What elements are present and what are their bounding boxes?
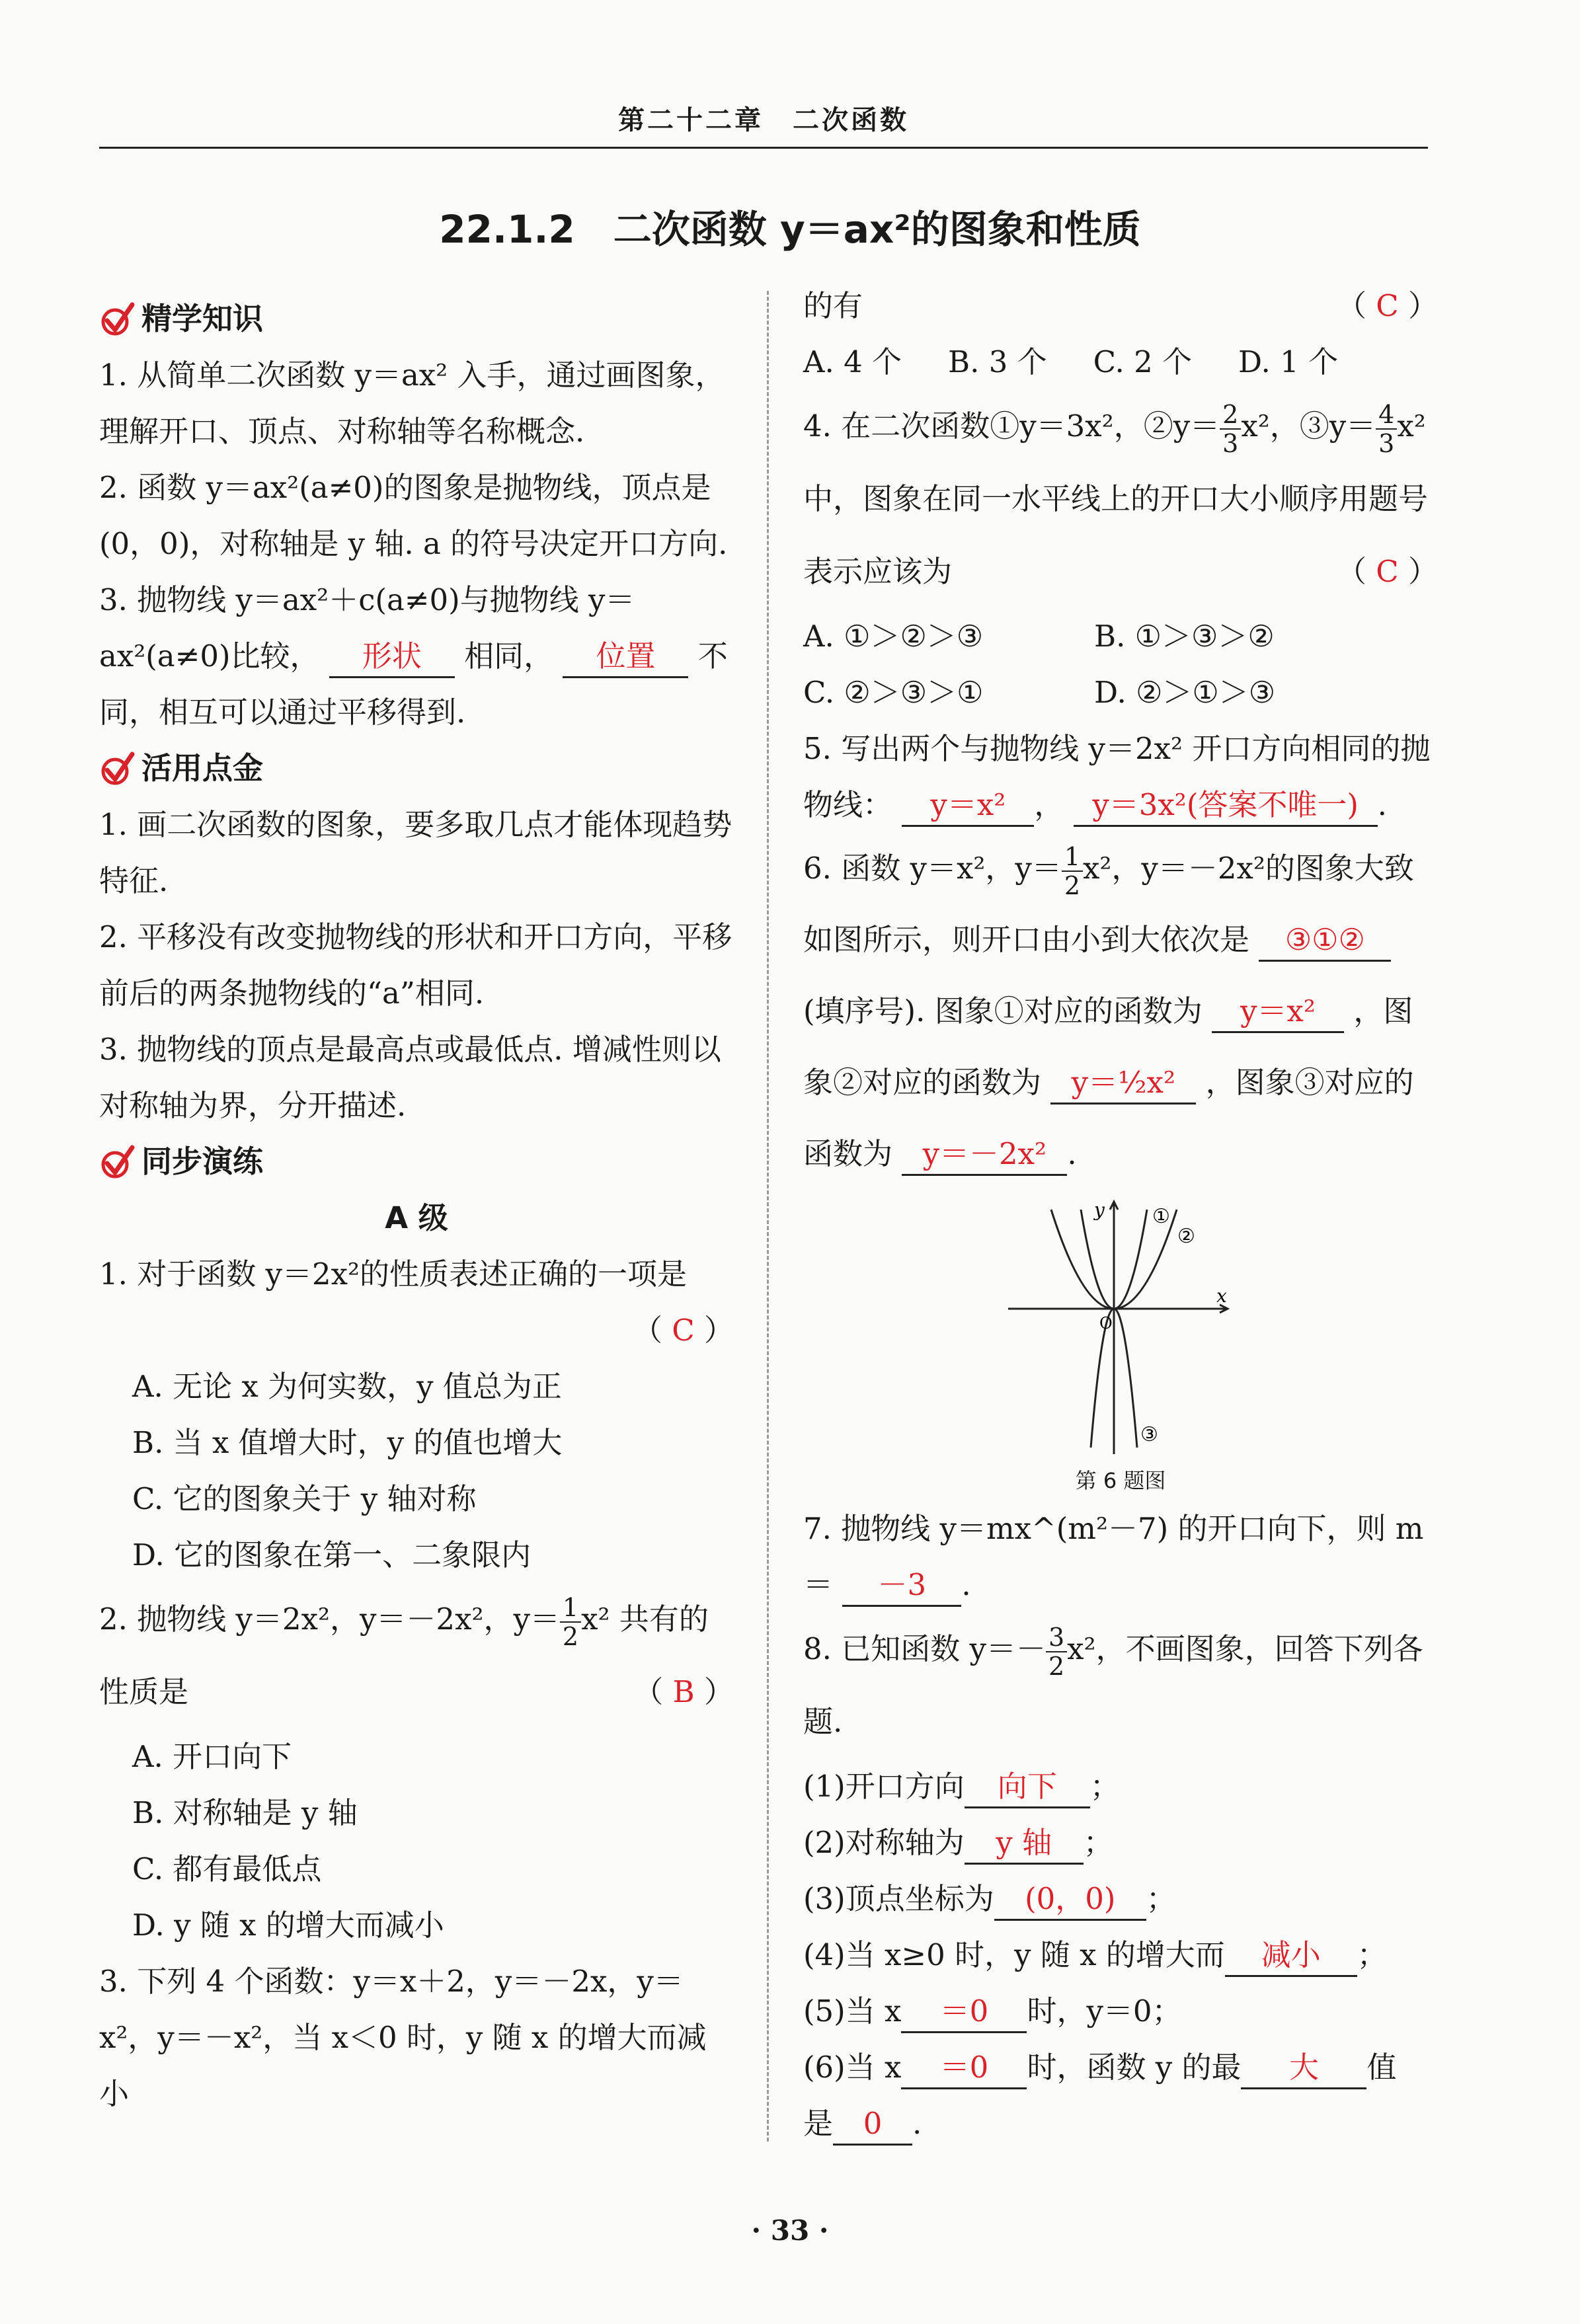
text: 不同，相互可以通过平移得到. [99, 639, 728, 730]
question-text: 1. 对于函数 y＝2x²的性质表述正确的一项是 [99, 1257, 688, 1292]
question-8-items [803, 1758, 1438, 2151]
option: C. 2 个 [1093, 344, 1193, 379]
text: 相同， [464, 639, 554, 674]
fraction [1220, 401, 1241, 457]
text: 2. 抛物线 y＝2x²，y＝－2x²，y＝ [99, 1602, 560, 1637]
option: C. ②＞③＞① [803, 675, 984, 710]
text: ； [1083, 1825, 1113, 1860]
numerator: 1 [560, 1594, 581, 1623]
fraction [1062, 843, 1083, 900]
question-6: 6. 函数 y＝x²，y＝ $\frac{1}{2}$ x²，y＝－2x²的图象大致如图所示，则开口由小到大依次是 ③①② (填序号). 图象①对应的函数为 y＝x² ，图象②对应的函数为 y＝½x² ，图象③对应的函数为 y＝－2x² . [803, 833, 1438, 1190]
answer-blank: y 轴 [965, 1823, 1084, 1865]
page-number: · 33 · [751, 2214, 829, 2247]
level-label: A 级 [385, 1200, 448, 1235]
question-7: 7. 抛物线 y＝mx^(m²－7) 的开口向下，则 m＝ －3 . [803, 1500, 1438, 1613]
option: B. ①＞③＞② [1094, 619, 1275, 654]
text: 7. 抛物线 y＝mx^(m²－7) 的开口向下，则 m＝ [803, 1511, 1424, 1602]
text: 是 [803, 2106, 834, 2141]
option: A. ①＞②＞③ [803, 619, 984, 654]
label-1: ① [1152, 1205, 1170, 1228]
text: (1)开口方向 [803, 1769, 965, 1804]
section-heading [99, 1134, 734, 1190]
answer-blank: y＝½x² [1050, 1063, 1196, 1104]
answer-blank: (0，0) [994, 1879, 1146, 1921]
question-1 [99, 1246, 734, 1583]
text: 时，y＝0； [1027, 1994, 1182, 2029]
answer: C [1376, 554, 1399, 589]
sub-question [803, 1983, 1438, 2039]
chapter-header: 第二十二章 二次函数 [618, 105, 909, 136]
section-title: 活用点金 [141, 750, 263, 786]
option: B. 3 个 [948, 344, 1047, 379]
text: ； [1357, 1937, 1387, 1972]
section-title: 精学知识 [141, 301, 263, 336]
fraction [1376, 401, 1397, 457]
numerator: 4 [1376, 401, 1397, 430]
knowledge-item [99, 572, 734, 740]
answer-blank: 大 [1241, 2048, 1366, 2089]
answer-blank: ③①② [1259, 920, 1391, 962]
text: x²，③y＝ [1241, 408, 1376, 444]
question-3: 3. 下列 4 个函数：y＝x＋2，y＝－2x，y＝x²，y＝－x²，当 x＜0 时，y 随 x 的增大而减小 [99, 1964, 707, 2111]
answer-blank: 0 [833, 2104, 912, 2146]
page-title: 22.1.2 二次函数 y＝ax²的图象和性质 [439, 207, 1141, 252]
text: x² 共有的性质是 [99, 1602, 709, 1709]
figure-caption: 第 6 题图 [1075, 1468, 1166, 1493]
check-icon [99, 1143, 136, 1181]
option: D. ②＞①＞③ [1094, 675, 1276, 710]
numerator: 2 [1220, 401, 1241, 430]
column-divider [767, 291, 769, 2142]
text: x²，不画图象，回答下列各题. [803, 1631, 1423, 1739]
answer-blank: 减小 [1225, 1935, 1357, 1977]
answer: C [1376, 288, 1399, 323]
text: 6. 函数 y＝x²，y＝ [803, 851, 1062, 886]
text: x²中，图象在同一水平线上的开口大小顺序用题号表示应该为 [803, 408, 1429, 589]
x-axis-label: x [1216, 1285, 1227, 1307]
tip-item: 2. 平移没有改变抛物线的形状和开口方向，平移前后的两条抛物线的“a”相同. [99, 919, 732, 1011]
options-row [803, 608, 1438, 664]
label-3: ③ [1140, 1423, 1158, 1446]
knowledge-item: 1. 从简单二次函数 y＝ax² 入手，通过画图象，理解开口、顶点、对称轴等名称概念. [99, 358, 725, 449]
header-rule [99, 147, 1428, 149]
option: D. 它的图象在第一、二象限内 [132, 1537, 532, 1572]
sub-question [803, 2095, 1438, 2151]
origin-label: O [1099, 1314, 1113, 1333]
knowledge-item: 2. 函数 y＝ax²(a≠0)的图象是抛物线，顶点是(0，0)，对称轴是 y 轴. a 的符号决定开口方向. [99, 470, 728, 561]
sub-question [803, 2050, 1241, 2085]
text: 3. 抛物线 y＝ax²＋c(a≠0)与抛物线 y＝ax²(a≠0)比较， [99, 582, 635, 674]
answer-blank: y＝3x²(答案不唯一) [1074, 785, 1378, 827]
text: ，图象②对应的函数为 [803, 993, 1413, 1100]
answer-blank: y＝－2x² [902, 1134, 1067, 1176]
text: (4)当 x≥0 时，y 随 x 的增大而 [803, 1937, 1225, 1972]
answer-blank: 位置 [563, 637, 688, 678]
text: (3)顶点坐标为 [803, 1881, 994, 1916]
option: D. 1 个 [1238, 344, 1339, 379]
option: A. 开口向下 [132, 1739, 292, 1774]
text: ； [1089, 1769, 1120, 1804]
answer-blank: 向下 [965, 1767, 1090, 1808]
sub-question [803, 1871, 1438, 1927]
text: (6)当 x [803, 2050, 902, 2085]
fraction [1046, 1623, 1067, 1680]
text: (填序号). 图象①对应的函数为 [803, 993, 1203, 1028]
text: 的有 [803, 288, 863, 323]
tip-item: 1. 画二次函数的图象，要多取几点才能体现趋势特征. [99, 807, 732, 898]
y-axis-label: y [1094, 1199, 1105, 1221]
sub-question [1241, 2050, 1396, 2085]
check-icon [99, 301, 136, 338]
numerator: 3 [1046, 1623, 1067, 1652]
denominator: 2 [1048, 1651, 1065, 1681]
fraction [560, 1594, 581, 1650]
text: 4. 在二次函数①y＝3x²，②y＝ [803, 408, 1220, 444]
answer-blank: ＝0 [901, 1992, 1027, 2033]
option: C. 都有最低点 [132, 1851, 322, 1886]
answer-blank: y＝x² [902, 785, 1034, 827]
answer-blank: y＝x² [1212, 991, 1344, 1033]
sub-question [803, 1927, 1438, 1983]
option: B. 当 x 值增大时，y 的值也增大 [132, 1425, 563, 1460]
question-3-continued: 的有 （ C ） [803, 288, 1438, 323]
text: x²，y＝－2x²的图象大致如图所示，则开口由小到大依次是 [803, 851, 1414, 957]
option: D. y 随 x 的增大而减小 [132, 1908, 444, 1943]
question-4: 4. 在二次函数①y＝3x²，②y＝ $\frac{2}{3}$ x²，③y＝ $\frac{4}{3}$ x²中，图象在同一水平线上的开口大小顺序用题号表示应该为 （ C ） [803, 399, 1438, 589]
parabola-figure [1002, 1196, 1240, 1461]
answer: C [672, 1313, 695, 1348]
options-row [803, 334, 1438, 390]
text: (5)当 x [803, 1994, 902, 2029]
question-8 [803, 1613, 1438, 1758]
answer-blank: －3 [842, 1565, 961, 1607]
denominator: 2 [562, 1621, 579, 1651]
sub-question [803, 1814, 1438, 1871]
answer-blank: 形状 [329, 637, 455, 678]
text: 5. 写出两个与抛物线 y＝2x² 开口方向相同的抛物线： [803, 731, 1431, 822]
right-column [803, 278, 1438, 2151]
tip-item: 3. 抛物线的顶点是最高点或最低点. 增减性则以对称轴为界，分开描述. [99, 1032, 721, 1123]
label-2: ② [1177, 1225, 1195, 1248]
option: C. 它的图象关于 y 轴对称 [132, 1481, 477, 1516]
option: A. 无论 x 为何实数，y 值总为正 [132, 1369, 562, 1404]
options-row [803, 664, 1438, 720]
question-2 [99, 1583, 734, 1953]
answer-blank: ＝0 [901, 2048, 1027, 2089]
text: 时，函数 y 的最 [1027, 2050, 1242, 2085]
section-heading [99, 740, 734, 796]
section-title: 同步演练 [141, 1143, 263, 1179]
text: ； [1146, 1881, 1176, 1916]
answer-bracket: （ C ） [632, 1313, 734, 1348]
question-5: 5. 写出两个与抛物线 y＝2x² 开口方向相同的抛物线： y＝x² ， y＝3x²(答案不唯一) . [803, 720, 1438, 833]
section-heading [99, 291, 734, 347]
sub-question [803, 1758, 1438, 1814]
check-icon [99, 750, 136, 787]
left-column [99, 291, 734, 2122]
text: 值 [1366, 2050, 1397, 2085]
denominator: 3 [1222, 428, 1239, 458]
option: A. 4 个 [803, 344, 902, 379]
text: ，图象③对应的函数为 [803, 1065, 1414, 1171]
denominator: 2 [1064, 871, 1080, 900]
answer: B [672, 1674, 695, 1709]
option: B. 对称轴是 y 轴 [132, 1795, 358, 1830]
text: (2)对称轴为 [803, 1825, 965, 1860]
text: 8. 已知函数 y＝－ [803, 1631, 1046, 1666]
text: . [912, 2106, 922, 2141]
numerator: 1 [1062, 843, 1083, 872]
denominator: 3 [1378, 428, 1395, 458]
question-text: 2. 抛物线 y＝2x²，y＝－2x²，y＝ $\frac{1}{2}$ x² 共有的性质是 （ B ） [99, 1592, 734, 1709]
